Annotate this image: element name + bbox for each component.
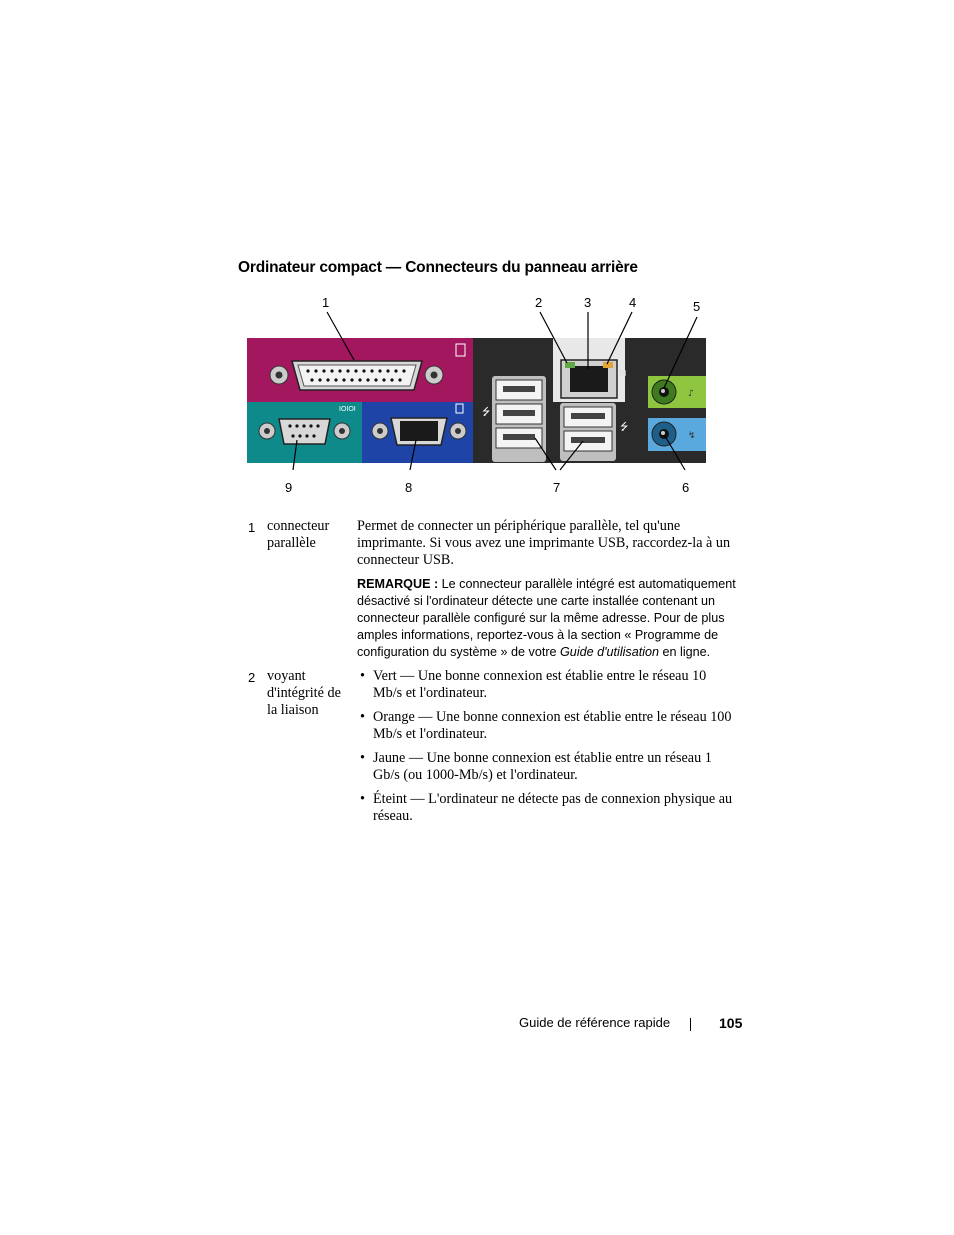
callout-5: 5 (693, 299, 701, 314)
note-text-2: en ligne. (659, 645, 711, 659)
line-in-icon: ↯ (688, 431, 696, 441)
row-description-block (357, 518, 737, 661)
row-term: connecteur parallèle (267, 518, 330, 551)
table-row (248, 668, 738, 838)
back-panel-illustration (230, 290, 730, 500)
callout-7: 7 (553, 480, 561, 495)
row-number: 1 (248, 520, 256, 535)
row-term: voyant d'intégrité de la liaison (267, 668, 341, 718)
callout-1: 1 (322, 295, 330, 310)
list-item: • Vert — Une bonne connexion est établie entre le réseau 10 Mb/s et l'ordinateur. (357, 668, 737, 702)
section-heading: Ordinateur compact — Connecteurs du panneau arrière (238, 259, 638, 276)
list-item: • Jaune — Une bonne connexion est établie entre un réseau 1 Gb/s (ou 1000-Mb/s) et l'ordinateur. (357, 750, 737, 784)
list-item: • Éteint — L'ordinateur ne détecte pas de connexion physique au réseau. (357, 791, 737, 825)
status-list (357, 668, 737, 825)
callout-6: 6 (682, 480, 690, 495)
note-italic: Guide d'utilisation (560, 645, 660, 659)
footer-title: Guide de référence rapide (519, 1015, 671, 1030)
connector-table (248, 518, 738, 838)
headphone-icon: ♪ (688, 389, 694, 399)
row-description: Permet de connecter un périphérique parallèle, tel qu'une imprimante. Si vous avez une imprimante USB, raccordez-la à un connecteur USB. (357, 518, 731, 568)
note-text-1: Le connecteur parallèle intégré est automatiquement désactivé si l'ordinateur détecte une carte installée contenant un connecteur parallèle configuré sur la même adresse. Pour de plus amples informations, reportez-vous à la section « Programme de configuration du système » de votre (357, 577, 736, 659)
svg-text:⭍: ⭍ (620, 422, 629, 433)
callout-8: 8 (405, 480, 413, 495)
usb-icon: ⭍ (482, 407, 491, 418)
serial-label: IOIOI (339, 406, 356, 413)
callout-3: 3 (584, 295, 592, 310)
list-item: • Orange — Une bonne connexion est établie entre le réseau 100 Mb/s et l'ordinateur. (357, 709, 737, 743)
callout-4: 4 (629, 295, 637, 310)
table-row (248, 518, 738, 668)
back-panel-figure (230, 290, 730, 500)
footer-separator (690, 1018, 691, 1031)
callout-9: 9 (285, 480, 293, 495)
note (357, 576, 737, 661)
page-number: 105 (719, 1015, 743, 1031)
callout-2: 2 (535, 295, 543, 310)
row-number: 2 (248, 670, 256, 685)
note-label: REMARQUE : (357, 577, 439, 591)
network-icon: ⊞ (619, 369, 627, 379)
network-connector (561, 360, 617, 398)
row-description-block (357, 668, 737, 832)
